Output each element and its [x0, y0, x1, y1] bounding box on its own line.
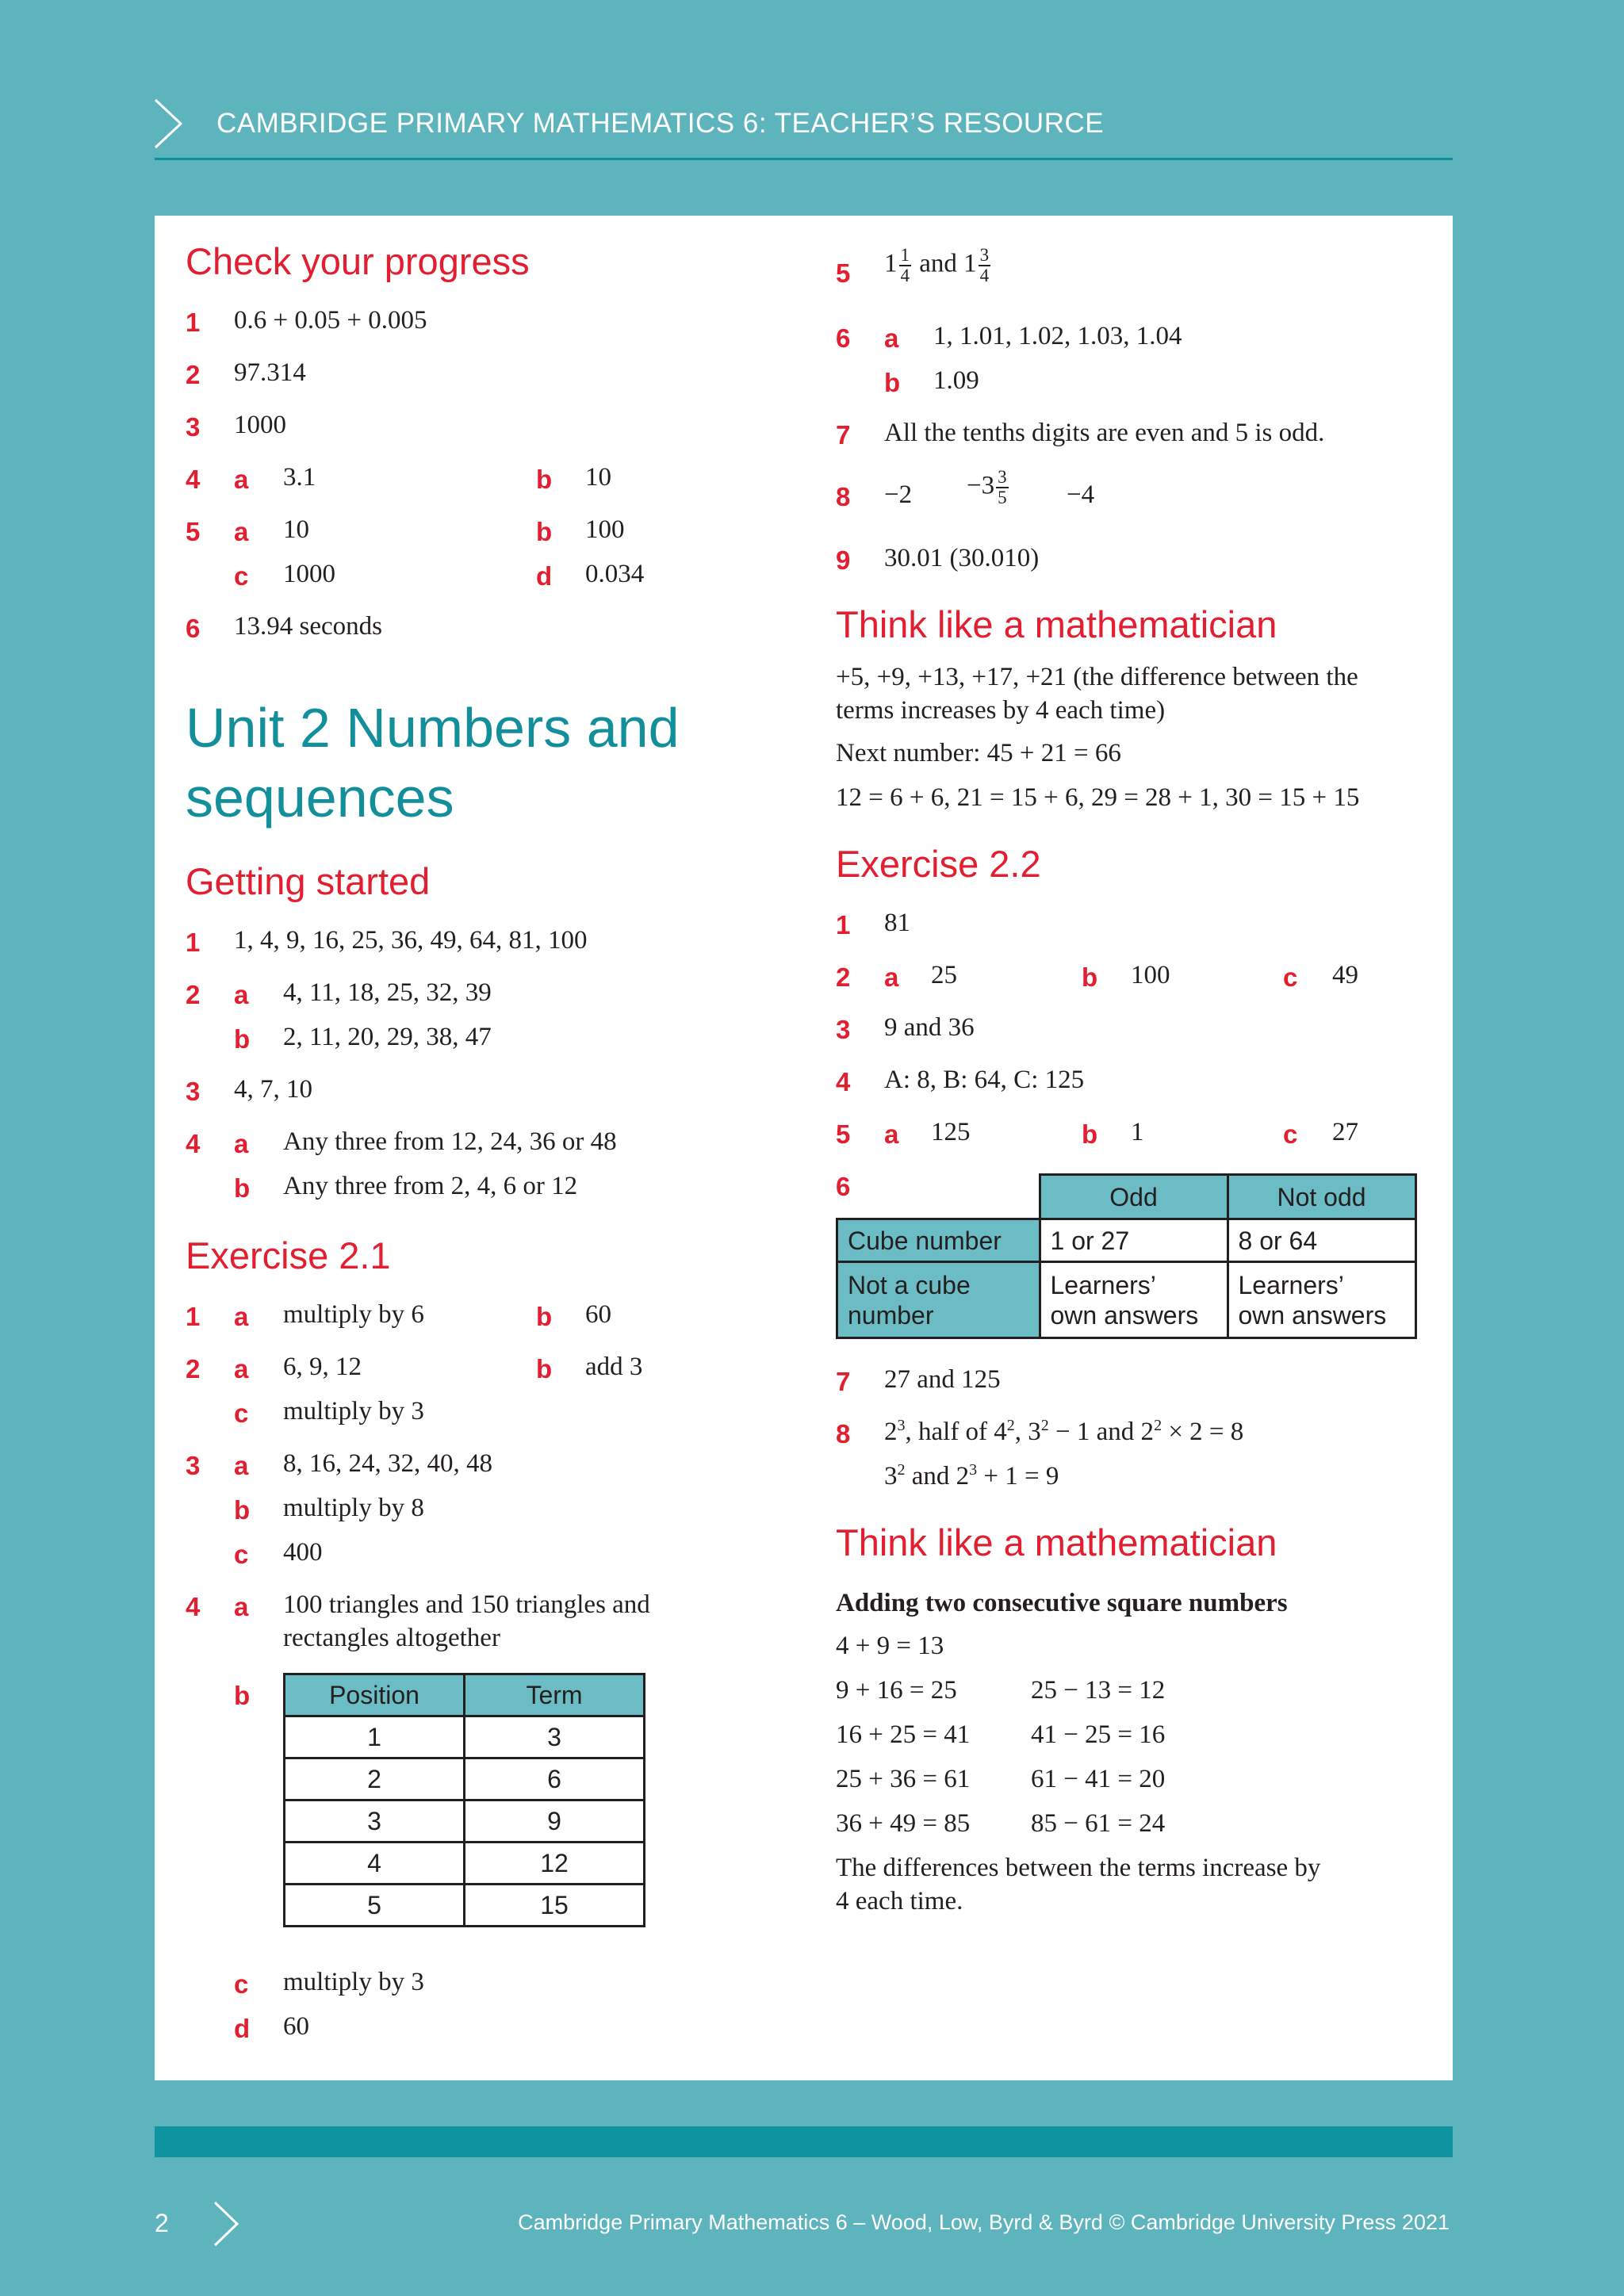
- fraction-numerator: 1: [900, 245, 910, 265]
- powers-line: [884, 1418, 1243, 1447]
- cell-line: Not a cube: [848, 1270, 971, 1299]
- fraction-numerator: 3: [979, 245, 990, 265]
- header-title: CAMBRIDGE PRIMARY MATHEMATICS 6: TEACHER’S RESOURCE: [216, 108, 1105, 139]
- equation: 61 − 41 = 20: [1031, 1765, 1166, 1793]
- equation: 25 − 13 = 12: [1031, 1676, 1166, 1705]
- check-progress-heading: Check your progress: [186, 240, 530, 282]
- table-header: Odd: [1040, 1175, 1228, 1219]
- answer-text: 100 triangles and 150 triangles and: [283, 1590, 650, 1619]
- answer-text: 3.1: [283, 463, 316, 492]
- part-label: b: [1082, 1119, 1098, 1149]
- answer-text: 2, 11, 20, 29, 38, 47: [283, 1023, 492, 1051]
- table-cell: 9: [465, 1800, 645, 1843]
- part-label: a: [234, 1302, 249, 1331]
- answer-text: 4, 11, 18, 25, 32, 39: [283, 978, 492, 1007]
- fraction-whole: −3: [967, 471, 995, 500]
- part-label: a: [234, 517, 249, 546]
- exercise-2-2-heading: Exercise 2.2: [836, 843, 1041, 885]
- chevron-right-icon: [213, 2201, 239, 2247]
- question-number: 7: [836, 1367, 851, 1396]
- question-number: 4: [186, 1592, 201, 1621]
- part-label: b: [234, 1495, 251, 1525]
- equation: 4 + 9 = 13: [836, 1632, 944, 1660]
- question-number: 1: [186, 308, 201, 337]
- question-number: 8: [836, 1419, 851, 1448]
- exponent: 2: [1154, 1417, 1162, 1434]
- question-number: 3: [186, 1077, 201, 1106]
- cell-line: own answers: [1050, 1300, 1199, 1330]
- part-label: a: [234, 1129, 249, 1158]
- answer-text: 1000: [283, 560, 335, 588]
- part-label: b: [536, 465, 553, 494]
- fraction-numerator: 3: [998, 467, 1007, 487]
- part-label: b: [234, 1681, 251, 1710]
- part-label: a: [234, 1354, 249, 1383]
- answer-text: 1, 4, 9, 16, 25, 36, 49, 64, 81, 100: [234, 926, 588, 955]
- cube-odd-table: [836, 1173, 1417, 1339]
- answer-text: 13.94 seconds: [234, 612, 382, 641]
- part-label: b: [884, 368, 901, 397]
- table-row: [285, 1800, 645, 1843]
- answer-text: All the tenths digits are even and 5 is odd.: [884, 419, 1325, 447]
- part-label: b: [536, 1302, 553, 1331]
- mixed-fraction-answer: [884, 246, 992, 285]
- part-label: a: [884, 323, 899, 353]
- answer-text: 100: [585, 515, 625, 544]
- answer-text: 1.09: [933, 366, 979, 395]
- cell-line: Learners’: [1050, 1270, 1156, 1299]
- think-mathematician-heading: Think like a mathematician: [836, 1521, 1277, 1563]
- part-label: c: [234, 1399, 249, 1428]
- question-number: 2: [186, 360, 201, 389]
- answer-text: 10: [283, 515, 309, 544]
- fraction-denominator: 4: [979, 266, 990, 285]
- paragraph-line: terms increases by 4 each time): [836, 696, 1166, 725]
- exponent: 2: [1006, 1417, 1015, 1434]
- answer-text: 0.6 + 0.05 + 0.005: [234, 306, 427, 335]
- table-cell: [1040, 1262, 1228, 1338]
- text-run: , 3: [1014, 1418, 1041, 1446]
- answer-text: Any three from 2, 4, 6 or 12: [283, 1172, 578, 1200]
- part-label: a: [234, 1592, 249, 1621]
- equation: 36 + 49 = 85: [836, 1809, 971, 1838]
- table-corner-cell: [837, 1175, 1040, 1219]
- table-header: Position: [285, 1674, 465, 1716]
- question-number: 9: [836, 545, 851, 575]
- fraction-denominator: 4: [900, 266, 910, 285]
- table-row: [837, 1175, 1416, 1219]
- part-label: a: [234, 980, 249, 1009]
- table-cell: 4: [285, 1843, 465, 1885]
- question-number: 2: [186, 1354, 201, 1383]
- fraction: [996, 468, 1009, 507]
- answer-text: 25: [931, 961, 957, 989]
- part-label: d: [536, 561, 553, 591]
- equation: 25 + 36 = 61: [836, 1765, 971, 1793]
- answer-text: Any three from 12, 24, 36 or 48: [283, 1127, 617, 1156]
- exercise-2-1-heading: Exercise 2.1: [186, 1234, 391, 1276]
- answer-value: −4: [1067, 480, 1095, 509]
- answer-text: 1, 1.01, 1.02, 1.03, 1.04: [933, 322, 1182, 350]
- answer-value: −2: [884, 480, 913, 509]
- chevron-right-icon: [152, 98, 184, 149]
- answer-text: 1: [1131, 1118, 1144, 1146]
- answer-text: 125: [931, 1118, 971, 1146]
- fraction: [899, 246, 912, 285]
- table-cell: 5: [285, 1885, 465, 1927]
- table-cell: 12: [465, 1843, 645, 1885]
- part-label: a: [884, 962, 899, 992]
- part-label: c: [234, 1540, 249, 1569]
- answer-text: 27: [1332, 1118, 1358, 1146]
- and-text: and: [919, 249, 957, 278]
- question-number: 3: [186, 1451, 201, 1480]
- part-label: a: [234, 1451, 249, 1480]
- table-row-header: [837, 1262, 1040, 1338]
- paragraph-line: 4 each time.: [836, 1887, 963, 1915]
- answer-text: 0.034: [585, 560, 645, 588]
- answer-text: 27 and 125: [884, 1365, 1001, 1394]
- copyright-credit: Cambridge Primary Mathematics 6 – Wood, Low, Byrd & Byrd © Cambridge University Press 2021: [518, 2210, 1450, 2234]
- question-number: 7: [836, 420, 851, 450]
- part-label: a: [884, 1119, 899, 1149]
- question-number: 4: [186, 465, 201, 494]
- table-row: [285, 1843, 645, 1885]
- table-cell: 1: [285, 1716, 465, 1758]
- part-label: b: [536, 1354, 553, 1383]
- getting-started-heading: Getting started: [186, 860, 431, 902]
- question-number: 6: [836, 323, 851, 353]
- text-run: 2: [884, 1418, 898, 1446]
- text-run: − 1 and 2: [1048, 1418, 1155, 1446]
- paragraph-line: The differences between the terms increase by: [836, 1854, 1321, 1882]
- unit-title-line2: sequences: [186, 767, 454, 828]
- question-number: 1: [186, 928, 201, 957]
- part-label: c: [234, 1969, 249, 1999]
- answer-text: 100: [1131, 961, 1170, 989]
- header-rule: [155, 158, 1453, 160]
- fraction-whole: 1: [963, 249, 977, 278]
- table-row: [285, 1885, 645, 1927]
- footer-bar: [155, 2126, 1453, 2157]
- table-cell: 2: [285, 1758, 465, 1800]
- answer-text: multiply by 8: [283, 1494, 424, 1522]
- answer-text: 10: [585, 463, 611, 492]
- mixed-fraction-answer: [967, 468, 1010, 507]
- exponent: 2: [897, 1461, 906, 1479]
- content-panel: [155, 216, 1453, 2080]
- table-cell: [1228, 1262, 1415, 1338]
- exponent: 3: [969, 1461, 978, 1479]
- part-label: b: [1082, 962, 1098, 992]
- cell-line: Learners’: [1238, 1270, 1344, 1299]
- text-run: and 2: [905, 1462, 970, 1490]
- part-label: b: [234, 1173, 251, 1203]
- answer-text: multiply by 3: [283, 1397, 424, 1425]
- equation: 41 − 25 = 16: [1031, 1720, 1166, 1749]
- equation: 85 − 61 = 24: [1031, 1809, 1166, 1838]
- fraction-whole: 1: [884, 249, 898, 278]
- table-row: [285, 1758, 645, 1800]
- table-row: [285, 1716, 645, 1758]
- answer-text: 6, 9, 12: [283, 1353, 362, 1381]
- cell-line: number: [848, 1300, 934, 1330]
- answer-text: 1000: [234, 411, 286, 439]
- exponent: 3: [897, 1417, 906, 1434]
- answer-text: 8, 16, 24, 32, 40, 48: [283, 1449, 492, 1478]
- paragraph-line: +5, +9, +13, +17, +21 (the difference between the: [836, 663, 1358, 691]
- exponent: 2: [1040, 1417, 1049, 1434]
- equation: 16 + 25 = 41: [836, 1720, 971, 1749]
- answer-text: 30.01 (30.010): [884, 544, 1040, 572]
- answer-text: add 3: [585, 1353, 643, 1381]
- question-number: 3: [186, 412, 201, 442]
- table-header: Not odd: [1228, 1175, 1415, 1219]
- cell-line: own answers: [1238, 1300, 1387, 1330]
- table-row-header: Cube number: [837, 1219, 1040, 1262]
- question-number: 2: [836, 962, 851, 992]
- part-label: c: [1283, 962, 1298, 992]
- question-number: 6: [186, 614, 201, 643]
- question-number: 1: [836, 910, 851, 939]
- answer-text: 60: [585, 1300, 611, 1329]
- fraction: [979, 246, 991, 285]
- answer-text: 60: [283, 2012, 309, 2041]
- question-number: 3: [836, 1015, 851, 1044]
- text-run: × 2 = 8: [1162, 1418, 1244, 1446]
- subheading: Adding two consecutive square numbers: [836, 1589, 1288, 1617]
- answer-text: A: 8, B: 64, C: 125: [884, 1066, 1085, 1094]
- table-cell: 8 or 64: [1228, 1219, 1415, 1262]
- table-row: [837, 1262, 1416, 1338]
- table-row: [837, 1219, 1416, 1262]
- paragraph-line: 12 = 6 + 6, 21 = 15 + 6, 29 = 28 + 1, 30 = 15 + 15: [836, 783, 1360, 812]
- question-number: 5: [836, 1119, 851, 1149]
- text-run: + 1 = 9: [977, 1462, 1059, 1490]
- position-term-table: [283, 1673, 645, 1927]
- answer-text: multiply by 6: [283, 1300, 424, 1329]
- question-number: 4: [186, 1129, 201, 1158]
- table-cell: 15: [465, 1885, 645, 1927]
- page-number: 2: [155, 2209, 169, 2237]
- part-label: a: [234, 465, 249, 494]
- answer-text: 9 and 36: [884, 1013, 975, 1042]
- answer-text: 81: [884, 909, 910, 937]
- unit-title-line1: Unit 2 Numbers and: [186, 697, 680, 759]
- text-run: 3: [884, 1462, 898, 1490]
- powers-line: [884, 1462, 1059, 1491]
- question-number: 4: [836, 1067, 851, 1096]
- think-mathematician-heading: Think like a mathematician: [836, 603, 1277, 645]
- question-number: 6: [836, 1172, 851, 1201]
- answer-text: 4, 7, 10: [234, 1075, 312, 1104]
- text-run: , half of 4: [905, 1418, 1007, 1446]
- question-number: 5: [836, 258, 851, 288]
- question-number: 8: [836, 482, 851, 511]
- answer-text: rectangles altogether: [283, 1624, 500, 1652]
- table-cell: 3: [285, 1800, 465, 1843]
- answer-text: 97.314: [234, 358, 306, 387]
- question-number: 1: [186, 1302, 201, 1331]
- answer-text: multiply by 3: [283, 1968, 424, 1996]
- part-label: b: [234, 1024, 251, 1054]
- paragraph-line: Next number: 45 + 21 = 66: [836, 739, 1121, 767]
- answer-text: 49: [1332, 961, 1358, 989]
- table-header: Term: [465, 1674, 645, 1716]
- question-number: 2: [186, 980, 201, 1009]
- part-label: d: [234, 2014, 251, 2043]
- question-number: 5: [186, 517, 201, 546]
- part-label: c: [1283, 1119, 1298, 1149]
- equation: 9 + 16 = 25: [836, 1676, 957, 1705]
- answer-text: 400: [283, 1538, 323, 1567]
- fraction-denominator: 5: [998, 488, 1007, 507]
- part-label: c: [234, 561, 249, 591]
- table-cell: 3: [465, 1716, 645, 1758]
- part-label: b: [536, 517, 553, 546]
- table-cell: 6: [465, 1758, 645, 1800]
- table-cell: 1 or 27: [1040, 1219, 1228, 1262]
